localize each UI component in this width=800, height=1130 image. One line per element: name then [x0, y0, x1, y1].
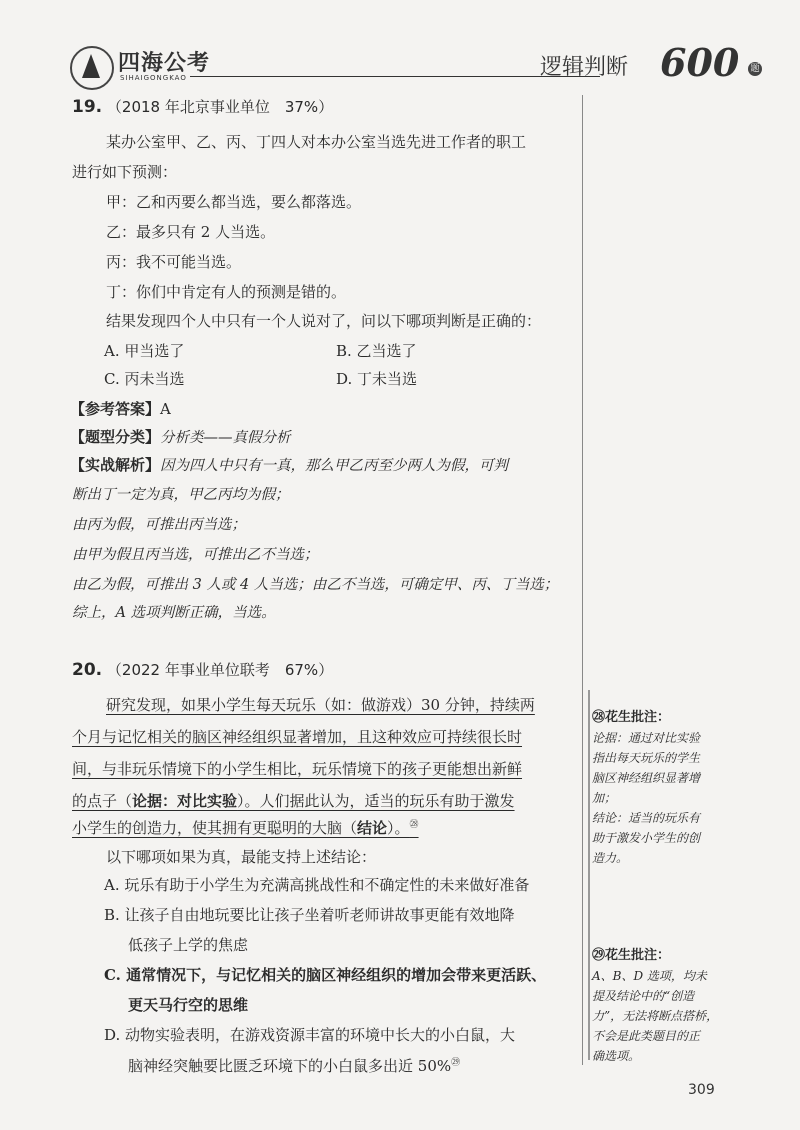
q20-question: 以下哪项如果为真，最能支持上述结论：: [106, 848, 377, 866]
q19-stem-line2: 进行如下预测：: [72, 163, 178, 181]
book-title: 逻辑判断: [540, 55, 629, 80]
q20-option-d-line1: D. 动物实验表明，在游戏资源丰富的环境中长大的小白鼠，大: [104, 1026, 516, 1044]
type-value: 分析类——真假分析: [160, 430, 291, 446]
annotation-ref-28: ㉘: [409, 820, 419, 830]
q19-option-d: D. 丁未当选: [336, 370, 418, 388]
question-19-header: [72, 96, 333, 118]
analysis-text: 因为四人中只有一真，那么甲乙丙至少两人为假，可判: [160, 458, 509, 474]
q20-stem-line1: 研究发现，如果小学生每天玩乐（如：做游戏）30 分钟，持续两: [106, 696, 535, 714]
q20-option-c-line1: C. 通常情况下，与记忆相关的脑区神经组织的增加会带来更活跃、: [104, 966, 547, 984]
q20-stem-line5: [72, 814, 419, 839]
analysis-tag: 【实战解析】: [70, 456, 161, 474]
sail-logo-icon: [70, 46, 114, 90]
question-number: 20.: [72, 660, 103, 680]
note-28-line2: 指出每天玩乐的学生: [592, 751, 701, 765]
note-29-line3: 力”，无法将断点搭桥，: [592, 1009, 719, 1023]
q19-statement-d: 丁：你们中肯定有人的预测是错的。: [106, 283, 347, 301]
q19-analysis-line6: 综上，A 选项判断正确，当选。: [72, 605, 276, 621]
q19-option-a: A. 甲当选了: [104, 342, 185, 360]
q19-analysis-line5: 由乙为假，可推出 3 人或 4 人当选；由乙不当选，可确定甲、丙、丁当选；: [72, 577, 559, 593]
page-number: 309: [688, 1082, 715, 1098]
answer-value: A: [160, 400, 171, 418]
argument-label: 论据：对比实验: [132, 792, 238, 810]
answer-tag: 【参考答案】: [70, 400, 161, 418]
q20-option-a: A. 玩乐有助于小学生为充满高挑战性和不确定性的未来做好准备: [104, 876, 530, 894]
note-28-line6: 助于激发小学生的创: [592, 831, 701, 845]
q19-answer: [70, 398, 171, 420]
q19-type: [70, 426, 291, 449]
q19-analysis-line2: 断出丁一定为真，甲乙丙均为假；: [72, 487, 290, 503]
q20-option-d-line2: [128, 1052, 460, 1077]
stem-text: 小学生的创造力，使其拥有更聪明的大脑（: [72, 819, 358, 837]
note-28-line1: 论据：通过对比实验: [592, 731, 701, 745]
note-28-title: ㉘花生批注：: [592, 710, 671, 725]
note-29-line1: A、B、D 选项，均未: [592, 969, 707, 983]
margin-divider: [582, 95, 583, 1065]
note-29-line5: 确选项。: [592, 1049, 641, 1063]
q19-analysis-line4: 由甲为假且丙当选，可推出乙不当选；: [72, 547, 319, 563]
logo-text: 四海公考: [118, 51, 211, 76]
annotation-ref-29: ㉙: [451, 1058, 461, 1068]
q19-question: 结果发现四个人中只有一个人说对了，问以下哪项判断是正确的：: [106, 312, 542, 330]
q19-option-b: B. 乙当选了: [336, 342, 417, 360]
note-28-line3: 脑区神经组织显著增: [592, 771, 701, 785]
option-text: 脑神经突触要比匮乏环境下的小白鼠多出近 50%: [128, 1057, 452, 1075]
note-28-line5: 结论：适当的玩乐有: [592, 811, 701, 825]
note-28-line4: 加；: [592, 791, 617, 805]
stem-text: ）。人们据此认为，适当的玩乐有助于激发: [237, 792, 515, 810]
q19-statement-c: 丙：我不可能当选。: [106, 253, 242, 271]
note-29-title: ㉙花生批注：: [592, 948, 671, 963]
note-29-line2: 提及结论中的“创造: [592, 989, 695, 1003]
question-source: （2022 年事业单位联考 67%）: [106, 661, 334, 679]
page-header: [60, 40, 760, 88]
count-suffix: 题: [748, 62, 762, 76]
question-source: （2018 年北京事业单位 37%）: [106, 98, 334, 116]
q19-stem-line1: 某办公室甲、乙、丙、丁四人对本办公室当选先进工作者的职工: [106, 133, 527, 151]
q20-stem-line3: 间，与非玩乐情境下的小学生相比，玩乐情境下的孩子更能想出新鲜: [72, 760, 523, 778]
q20-stem-line4: [72, 790, 515, 812]
type-tag: 【题型分类】: [70, 428, 161, 446]
q19-analysis-line3: 由丙为假，可推出丙当选；: [72, 517, 246, 533]
stem-text: ）。: [387, 819, 410, 837]
q19-analysis-line1: [70, 454, 508, 477]
book-count: 600: [660, 40, 740, 85]
q20-stem-line2: 个月与记忆相关的脑区神经组织显著增加，且这种效应可持续很长时: [72, 728, 523, 746]
stem-text: 的点子（: [72, 792, 133, 810]
q19-option-c: C. 丙未当选: [104, 370, 185, 388]
q19-statement-a: 甲：乙和丙要么都当选，要么都落选。: [106, 193, 362, 211]
logo-subtext: SIHAIGONGKAO: [120, 74, 187, 82]
q20-option-b-line1: B. 让孩子自由地玩要比让孩子坐着听老师讲故事更能有效地降: [104, 906, 515, 924]
note-29-line4: 不会是此类题目的正: [592, 1029, 701, 1043]
conclusion-label: 结论: [357, 819, 388, 837]
q20-option-b-line2: 低孩子上学的焦虑: [128, 936, 249, 954]
q20-option-c-line2: 更天马行空的思维: [128, 996, 249, 1014]
question-number: 19.: [72, 97, 103, 117]
note-28-line7: 造力。: [592, 851, 629, 865]
q19-statement-b: 乙：最多只有 2 人当选。: [106, 223, 276, 241]
header-rule: [190, 76, 600, 77]
question-20-header: [72, 659, 333, 681]
